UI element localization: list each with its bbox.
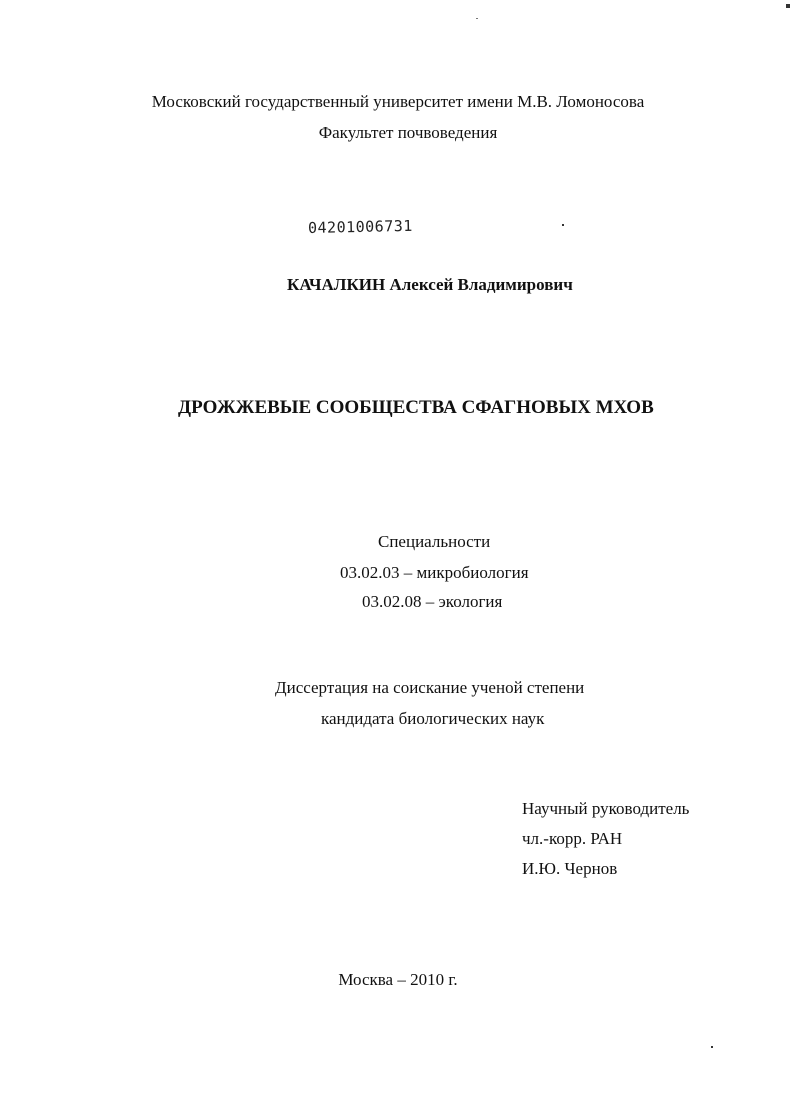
- supervisor-label: Научный руководитель: [522, 799, 690, 818]
- university-name: Московский государственный университет имени М.В. Ломоносова: [151, 92, 645, 111]
- scan-speck: [562, 224, 564, 226]
- degree-line-2: кандидата биологических наук: [321, 709, 545, 728]
- place-and-year: Москва – 2010 г.: [338, 970, 458, 989]
- scan-speck: [786, 4, 790, 8]
- scan-speck: [476, 18, 478, 19]
- scan-speck: [711, 1046, 713, 1048]
- author-name: КАЧАЛКИН Алексей Владимирович: [287, 275, 573, 294]
- faculty-name: Факультет почвоведения: [318, 123, 498, 142]
- dissertation-title: ДРОЖЖЕВЫЕ СООБЩЕСТВА СФАГНОВЫХ МХОВ: [178, 397, 654, 418]
- specialties-heading: Специальности: [378, 532, 491, 551]
- supervisor-rank: чл.-корр. РАН: [522, 829, 623, 848]
- library-stamp-number: 04201006731: [307, 216, 414, 237]
- degree-line-1: Диссертация на соискание ученой степени: [275, 678, 585, 697]
- supervisor-name: И.Ю. Чернов: [522, 859, 618, 878]
- specialty-item: 03.02.08 – экология: [362, 592, 503, 611]
- specialty-item: 03.02.03 – микробиология: [340, 563, 529, 582]
